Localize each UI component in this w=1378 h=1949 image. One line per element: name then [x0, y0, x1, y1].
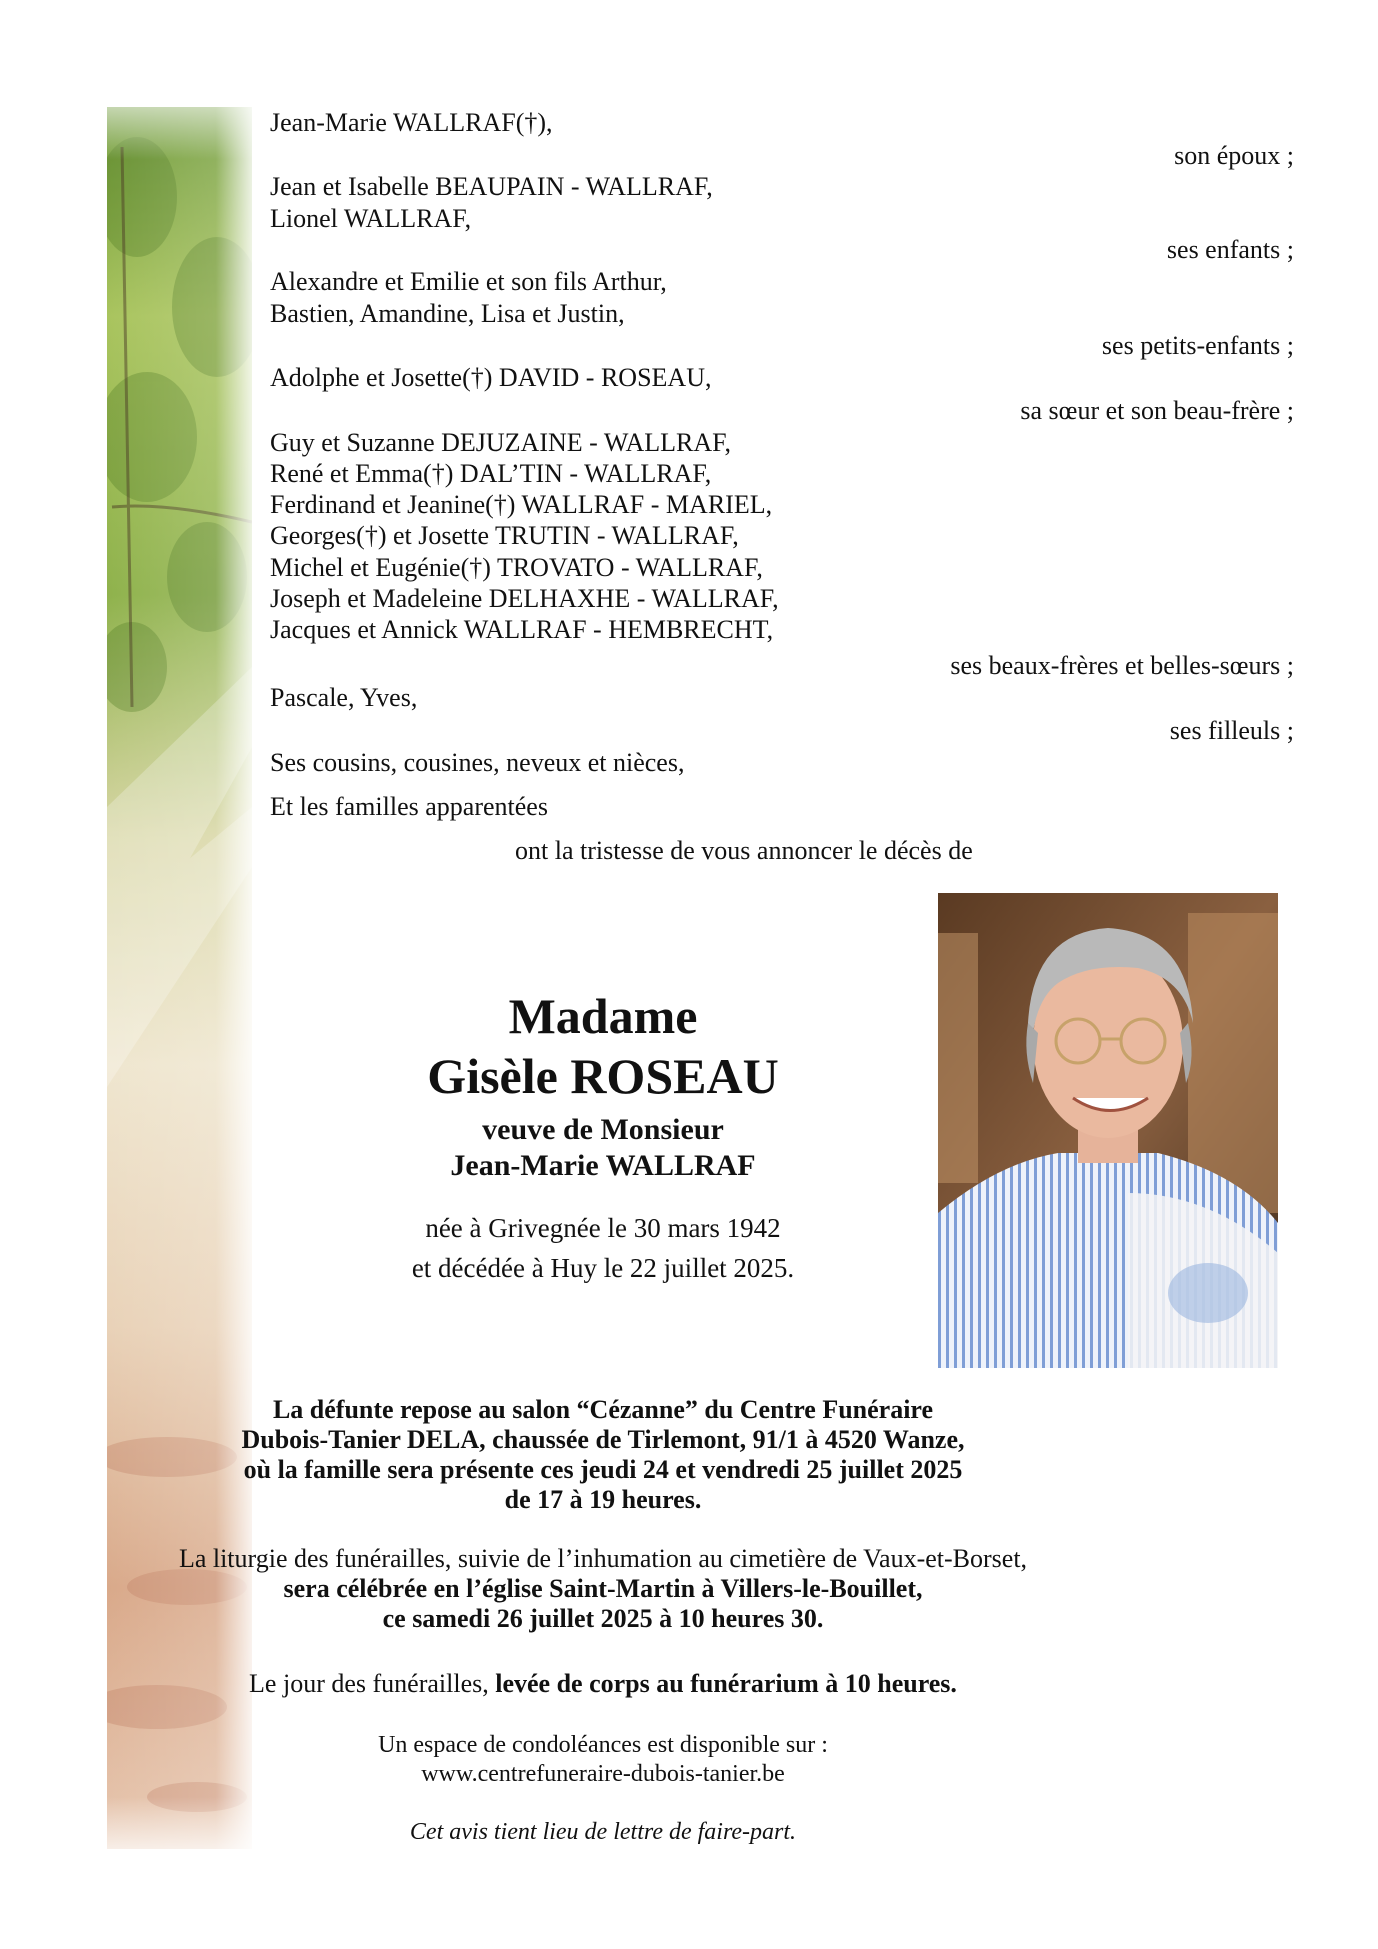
inlaw-name: Ferdinand et Jeanine(†) WALLRAF - MARIEL,	[270, 490, 773, 519]
condolences-url[interactable]: www.centrefuneraire-dubois-tanier.be	[421, 1761, 785, 1787]
funeral-day-line	[0, 1669, 1206, 1699]
funeral-day-bold: levée de corps au funérarium à 10 heures.	[495, 1669, 957, 1698]
grandchild-name: Bastien, Amandine, Lisa et Justin,	[270, 299, 625, 328]
child-name: Jean et Isabelle BEAUPAIN - WALLRAF,	[270, 172, 713, 201]
condolences-line: Un espace de condoléances est disponible sur :	[378, 1732, 828, 1758]
widow-spouse-name: Jean-Marie WALLRAF	[450, 1149, 756, 1182]
rest-line: Dubois-Tanier DELA, chaussée de Tirlemont, 91/1 à 4520 Wanze,	[241, 1425, 965, 1454]
rest-line: de 17 à 19 heures.	[504, 1485, 702, 1514]
inlaw-name: Georges(†) et Josette TRUTIN - WALLRAF,	[270, 521, 739, 550]
inlaw-name: René et Emma(†) DAL’TIN - WALLRAF,	[270, 459, 712, 488]
children-label: ses enfants ;	[1166, 235, 1294, 264]
inlaw-name: Michel et Eugénie(†) TROVATO - WALLRAF,	[270, 553, 763, 582]
liturgy-date-line: ce samedi 26 juillet 2025 à 10 heures 30.	[382, 1604, 824, 1633]
families-line: Et les familles apparentées	[270, 792, 548, 821]
sister-name: Adolphe et Josette(†) DAVID - ROSEAU,	[270, 363, 712, 392]
rest-line: où la famille sera présente ces jeudi 24 et vendredi 25 juillet 2025	[243, 1455, 963, 1484]
grandchildren-label: ses petits-enfants ;	[1101, 331, 1294, 360]
portrait-photo	[938, 893, 1278, 1368]
funeral-day-prefix: Le jour des funérailles,	[249, 1669, 496, 1698]
rest-line: La défunte repose au salon “Cézanne” du Centre Funéraire	[272, 1395, 934, 1424]
grandchild-name: Alexandre et Emilie et son fils Arthur,	[270, 267, 667, 296]
deceased-name: Gisèle ROSEAU	[427, 1048, 779, 1104]
widow-line: veuve de Monsieur	[482, 1113, 724, 1146]
birth-line: née à Grivegnée le 30 mars 1942	[425, 1213, 781, 1243]
godchildren-label: ses filleuls ;	[1169, 716, 1294, 745]
spouse-label: son époux ;	[1174, 141, 1294, 170]
cousins-line: Ses cousins, cousines, neveux et nièces,	[270, 748, 685, 777]
inlaw-name: Joseph et Madeleine DELHAXHE - WALLRAF,	[270, 584, 779, 613]
liturgy-line: La liturgie des funérailles, suivie de l’inhumation au cimetière de Vaux-et-Borset,	[178, 1544, 1028, 1573]
sister-label: sa sœur et son beau-frère ;	[1020, 396, 1294, 425]
death-line: et décédée à Huy le 22 juillet 2025.	[411, 1253, 795, 1283]
liturgy-church-line: sera célébrée en l’église Saint-Martin à Villers-le-Bouillet,	[283, 1574, 923, 1603]
spouse-name: Jean-Marie WALLRAF(†),	[270, 108, 553, 137]
child-name: Lionel WALLRAF,	[270, 204, 472, 233]
inlaw-name: Jacques et Annick WALLRAF - HEMBRECHT,	[270, 615, 774, 644]
announce-line: ont la tristesse de vous annoncer le décès de	[515, 836, 973, 865]
deceased-title: Madame	[508, 988, 698, 1044]
godchild-name: Pascale, Yves,	[270, 683, 418, 712]
inlaws-label: ses beaux-frères et belles-sœurs ;	[950, 651, 1294, 680]
inlaw-name: Guy et Suzanne DEJUZAINE - WALLRAF,	[270, 428, 732, 457]
closing-note: Cet avis tient lieu de lettre de faire-part.	[409, 1819, 797, 1845]
